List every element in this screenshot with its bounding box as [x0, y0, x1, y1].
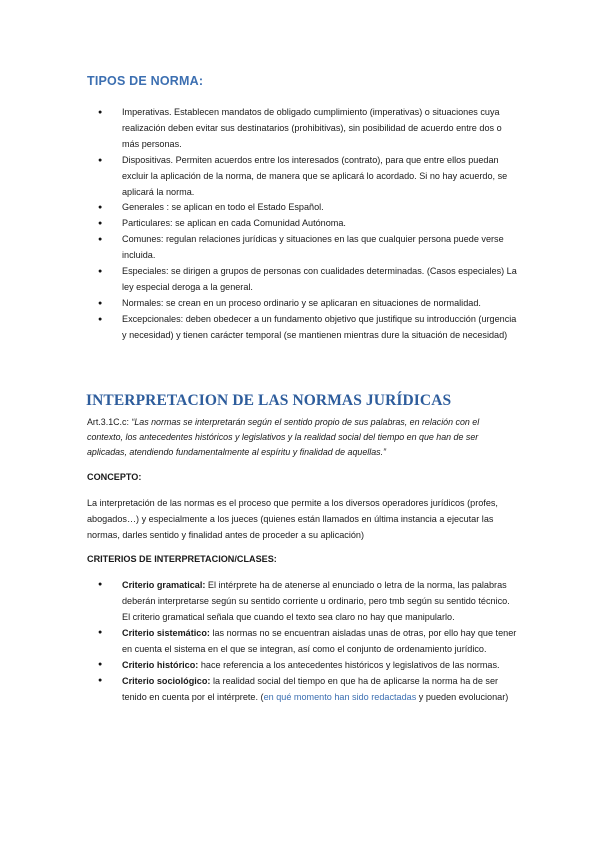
criterion-term: Criterio gramatical: — [122, 580, 206, 590]
article-citation — [87, 415, 517, 461]
criterion-term: Criterio histórico: — [122, 660, 199, 670]
list-item: ● Normales: se crean en un proceso ordinario y se aplicaran en situaciones de normalidad. — [98, 296, 520, 312]
list-item — [98, 657, 520, 673]
article-quote: “Las normas se interpretarán según el sentido propio de sus palabras, en relación con el contexto, los antecedentes históricos y legislativos y la realidad social del tiempo en que han de ser aplicadas, atendiendo fundamentalmente al espíritu y finalidad de aquellas.” — [87, 417, 480, 458]
section-title-tipos-de-norma: TIPOS DE NORMA: — [87, 74, 204, 88]
concepto-label: CONCEPTO: — [87, 472, 142, 482]
tipos-de-norma-list — [98, 105, 520, 344]
article-reference: Art.3.1C.c: — [87, 417, 132, 427]
list-item: ● Imperativas. Establecen mandatos de obligado cumplimiento (imperativas) o situaciones cuya realización deben evitar sus destinatarios (prohibitivas), sin posibilidad de acuerdo entre dos o más personas. — [98, 105, 520, 153]
criterion-text: la realidad social del tiempo en que ha de aplicarse la norma ha de ser tenido en cuenta por el intérprete. ( — [122, 676, 499, 702]
criterion-text: las normas no se encuentran aisladas unas de otras, por ello hay que tener en cuenta el sistema en el que se integran, así como el conjunto de ordenamiento jurídico. — [122, 628, 517, 654]
concepto-paragraph: La interpretación de las normas es el proceso que permite a los diversos operadores jurídicos (profes, abogados…) y especialmente a los jueces (quienes están llamados en última instancia a ejecutar las normas, darles sentido y finalidad antes de proceder a su aplicación) — [87, 498, 498, 540]
criterios-label: CRITERIOS DE INTERPRETACION/CLASES: — [87, 554, 277, 564]
criterion-term: Criterio sociológico: — [122, 676, 211, 686]
criterion-text: El intérprete ha de atenerse al enunciado o letra de la norma, las palabras deberán interpretarse según su sentido corriente u ordinario, pero tmb según su sentido técnico. El criterio gramatical señala que cuando el texto sea claro no hay que manipularlo. — [122, 580, 510, 622]
section-title-interpretacion: INTERPRETACION DE LAS NORMAS JURÍDICAS — [86, 392, 452, 409]
list-item — [98, 577, 520, 625]
criterion-term: Criterio sistemático: — [122, 628, 210, 638]
list-item: ● Generales : se aplican en todo el Estado Español. — [98, 200, 520, 216]
criterios-list — [98, 577, 520, 705]
list-item — [98, 673, 520, 705]
list-item: ● Particulares: se aplican en cada Comunidad Autónoma. — [98, 216, 520, 232]
highlighted-text: en qué momento han sido redactadas — [263, 692, 417, 702]
list-item: ● Excepcionales: deben obedecer a un fundamento objetivo que justifique su introducción (urgencia y necesidad) y tienen carácter temporal (se mantienen mientras dure la situación de necesidad) — [98, 312, 520, 344]
list-item: ● Comunes: regulan relaciones jurídicas y situaciones en las que cualquier persona puede verse incluida. — [98, 232, 520, 264]
criterion-text: hace referencia a los antecedentes históricos y legislativos de las normas. — [198, 660, 500, 670]
list-item: ● Especiales: se dirigen a grupos de personas con cualidades determinadas. (Casos especiales) La ley especial deroga a la general. — [98, 264, 520, 296]
criterion-text-tail: y pueden evolucionar) — [416, 692, 509, 702]
list-item: ● Dispositivas. Permiten acuerdos entre los interesados (contrato), para que entre ellos puedan excluir la aplicación de la norma, de manera que se aplicará lo acordado. Si no hay acuerdo, se aplicará la norma. — [98, 153, 520, 201]
list-item — [98, 625, 520, 657]
